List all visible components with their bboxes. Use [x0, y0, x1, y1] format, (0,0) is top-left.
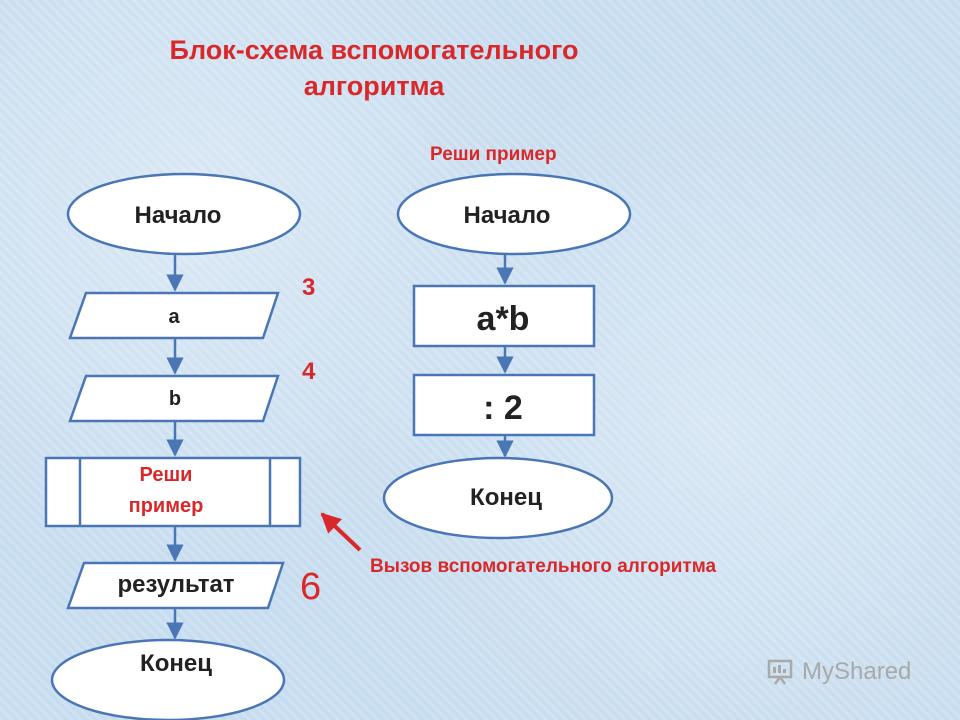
- output-result-block: [68, 563, 283, 608]
- subroutine-text-line2: пример: [128, 495, 204, 517]
- value-b-label: 4: [302, 358, 316, 385]
- result-value-label: 6: [300, 566, 322, 608]
- value-a-label: 3: [302, 274, 316, 301]
- sub-start-terminal: [398, 174, 630, 254]
- output-result-text: результат: [117, 571, 235, 598]
- presentation-icon: [766, 657, 796, 687]
- subroutine-call-block: [46, 458, 300, 526]
- diagram-title-line2: алгоритма: [303, 71, 445, 101]
- call-arrow-icon: [322, 514, 360, 550]
- diagram-title-line1: Блок-схема вспомогательного: [169, 35, 579, 65]
- input-a-text: a: [168, 306, 180, 328]
- sub-end-text: Конец: [470, 484, 542, 511]
- sub-step1-text: a*b: [476, 300, 530, 338]
- watermark-text: MyShared: [802, 658, 912, 685]
- watermark-logo: [766, 652, 936, 692]
- main-end-text: Конец: [140, 650, 212, 677]
- input-a-block: [70, 293, 278, 338]
- sub-step2-text: : 2: [483, 389, 523, 427]
- subroutine-text-line1: Реши: [139, 464, 193, 486]
- input-b-text: b: [168, 388, 182, 410]
- main-start-terminal: [68, 174, 300, 254]
- sub-start-text: Начало: [463, 202, 551, 229]
- sub-step2-block: [414, 375, 594, 435]
- main-start-text: Начало: [134, 202, 222, 229]
- main-end-terminal: [52, 640, 284, 720]
- subroutine-caption: Реши пример: [430, 144, 557, 165]
- sub-end-terminal: [384, 458, 612, 538]
- call-description: Вызов вспомогательного алгоритма: [370, 556, 717, 577]
- sub-step1-block: [414, 286, 594, 346]
- input-b-block: [70, 376, 278, 421]
